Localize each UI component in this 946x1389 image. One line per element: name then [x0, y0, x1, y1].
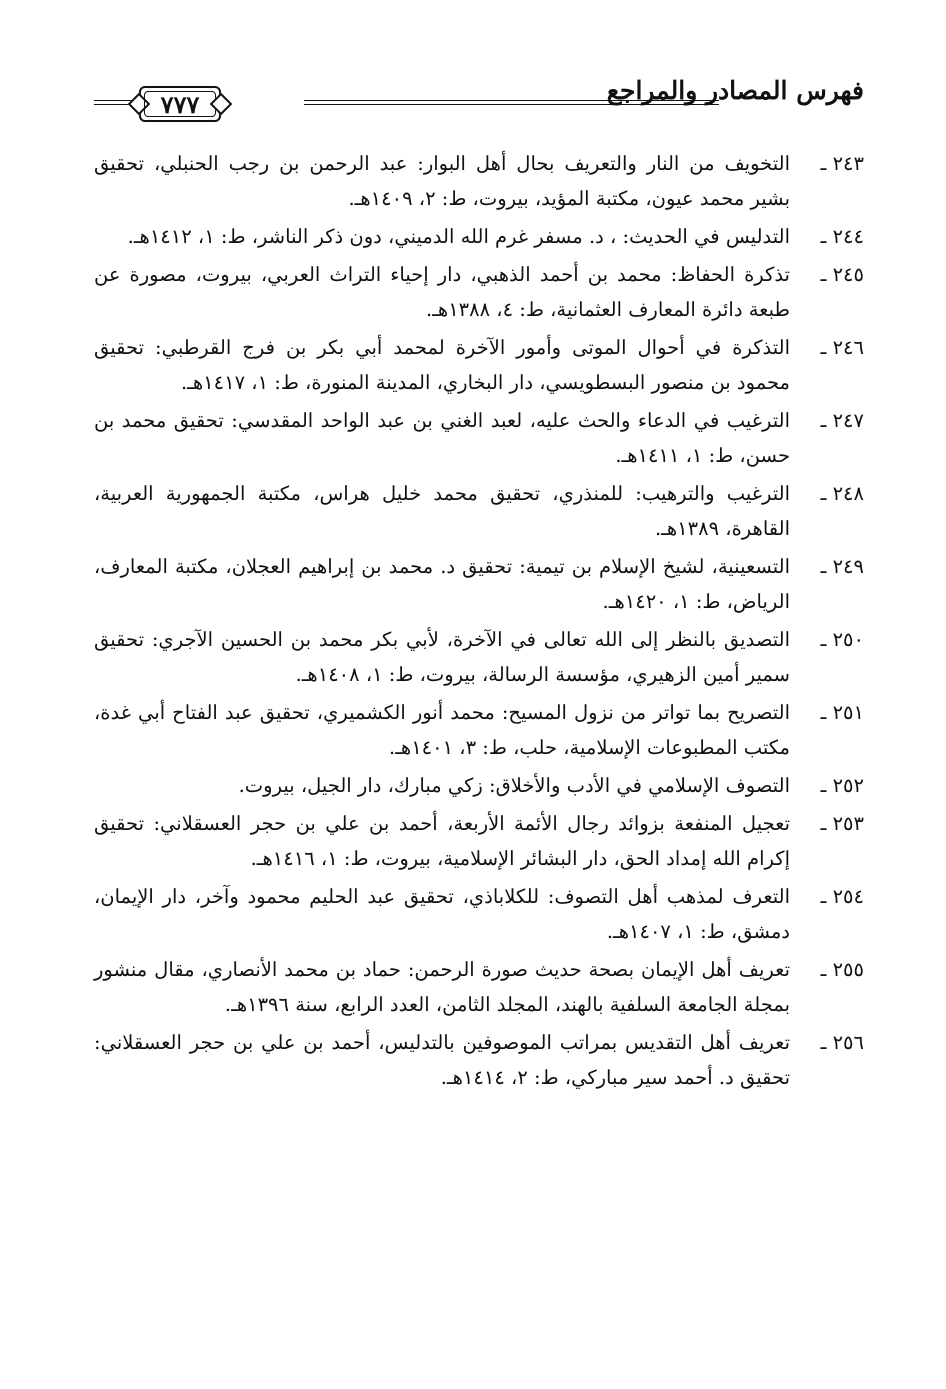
- list-item: [94, 219, 864, 254]
- entry-text: تعريف أهل الإيمان بصحة حديث صورة الرحمن: حماد بن محمد الأنصاري، مقال منشور بمجلة الجامعة السلفية بالهند، المجلد الثامن، العدد الرابع، سنة ١٣٩٦هـ.: [94, 958, 790, 1016]
- list-item: [94, 952, 864, 1022]
- page-number-badge: [139, 86, 221, 122]
- entry-text: التسعينية، لشيخ الإسلام بن تيمية: تحقيق د. محمد بن إبراهيم العجلان، مكتبة المعارف، الرياض، ط: ١، ١٤٢٠هـ.: [94, 555, 790, 613]
- entry-text: تعريف أهل التقديس بمراتب الموصوفين بالتدليس، أحمد بن علي بن حجر العسقلاني: تحقيق د. أحمد سير مباركي، ط: ٢، ١٤١٤هـ.: [94, 1031, 790, 1089]
- list-item: [94, 549, 864, 619]
- entry-text: التصوف الإسلامي في الأدب والأخلاق: زكي مبارك، دار الجيل، بيروت.: [238, 774, 790, 797]
- entry-number: ٢٥١ ـ: [820, 701, 864, 724]
- entry-number: ٢٤٨ ـ: [820, 482, 864, 505]
- entry-number: ٢٥٣ ـ: [820, 812, 864, 835]
- list-item: [94, 806, 864, 876]
- entry-number: ٢٥٠ ـ: [820, 628, 864, 651]
- entry-number: ٢٤٦ ـ: [820, 336, 864, 359]
- list-item: [94, 330, 864, 400]
- entry-number: ٢٤٣ ـ: [820, 152, 864, 175]
- entry-number: ٢٤٩ ـ: [820, 555, 864, 578]
- list-item: [94, 695, 864, 765]
- list-item: [94, 476, 864, 546]
- entry-number: ٢٥٢ ـ: [820, 774, 864, 797]
- entry-text: التخويف من النار والتعريف بحال أهل البوار: عبد الرحمن بن رجب الحنبلي، تحقيق بشير محمد عيون، مكتبة المؤيد، بيروت، ط: ٢، ١٤٠٩هـ.: [94, 152, 790, 210]
- list-item: [94, 403, 864, 473]
- entry-text: التصديق بالنظر إلى الله تعالى في الآخرة، لأبي بكر محمد بن الحسين الآجري: تحقيق سمير أمين الزهيري، مؤسسة الرسالة، بيروت، ط: ١، ١٤٠٨هـ.: [94, 628, 790, 686]
- entry-text: الترغيب في الدعاء والحث عليه، لعبد الغني بن عبد الواحد المقدسي: تحقيق محمد بن حسن، ط: ١، ١٤١١هـ.: [94, 409, 790, 467]
- list-item: [94, 879, 864, 949]
- list-item: [94, 257, 864, 327]
- entry-number: ٢٤٧ ـ: [820, 409, 864, 432]
- entry-text: التذكرة في أحوال الموتى وأمور الآخرة لمحمد أبي بكر بن فرج القرطبي: تحقيق محمود بن منصور البسطويسي، دار البخاري، المدينة المنورة، ط: ١، ١٤١٧هـ.: [94, 336, 790, 394]
- entry-text: التعرف لمذهب أهل التصوف: للكلاباذي، تحقيق عبد الحليم محمود وآخر، دار الإيمان، دمشق، ط: ١، ١٤٠٧هـ.: [94, 885, 790, 943]
- entry-text: تذكرة الحفاظ: محمد بن أحمد الذهبي، دار إحياء التراث العربي، بيروت، مصورة عن طبعة دائرة المعارف العثمانية، ط: ٤، ١٣٨٨هـ.: [94, 263, 790, 321]
- page-header: [94, 70, 864, 126]
- entry-number: ٢٤٤ ـ: [820, 225, 864, 248]
- entry-number: ٢٤٥ ـ: [820, 263, 864, 286]
- running-title: فهرس المصادر والمراجع: [606, 76, 864, 105]
- entry-text: التصريح بما تواتر من نزول المسيح: محمد أنور الكشميري، تحقيق عبد الفتاح أبي غدة، مكتب المطبوعات الإسلامية، حلب، ط: ٣، ١٤٠١هـ.: [94, 701, 790, 759]
- list-item: [94, 1025, 864, 1095]
- list-item: [94, 622, 864, 692]
- page-number: ٧٧٧: [160, 89, 200, 119]
- bibliography-list: [94, 146, 864, 1098]
- entry-text: التدليس في الحديث: ، د. مسفر غرم الله الدميني، دون ذكر الناشر، ط: ١، ١٤١٢هـ.: [127, 225, 790, 248]
- list-item: [94, 768, 864, 803]
- entry-text: تعجيل المنفعة بزوائد رجال الأئمة الأربعة، أحمد بن علي بن حجر العسقلاني: تحقيق إكرام الله إمداد الحق، دار البشائر الإسلامية، بيروت، ط: ١، ١٤١٦هـ.: [94, 812, 790, 870]
- document-page: [94, 70, 864, 1360]
- entry-number: ٢٥٦ ـ: [820, 1031, 864, 1054]
- list-item: [94, 146, 864, 216]
- entry-text: الترغيب والترهيب: للمنذري، تحقيق محمد خليل هراس، مكتبة الجمهورية العربية، القاهرة، ١٣٨٩هـ.: [94, 482, 790, 540]
- entry-number: ٢٥٤ ـ: [820, 885, 864, 908]
- entry-number: ٢٥٥ ـ: [820, 958, 864, 981]
- header-rule: [304, 100, 719, 105]
